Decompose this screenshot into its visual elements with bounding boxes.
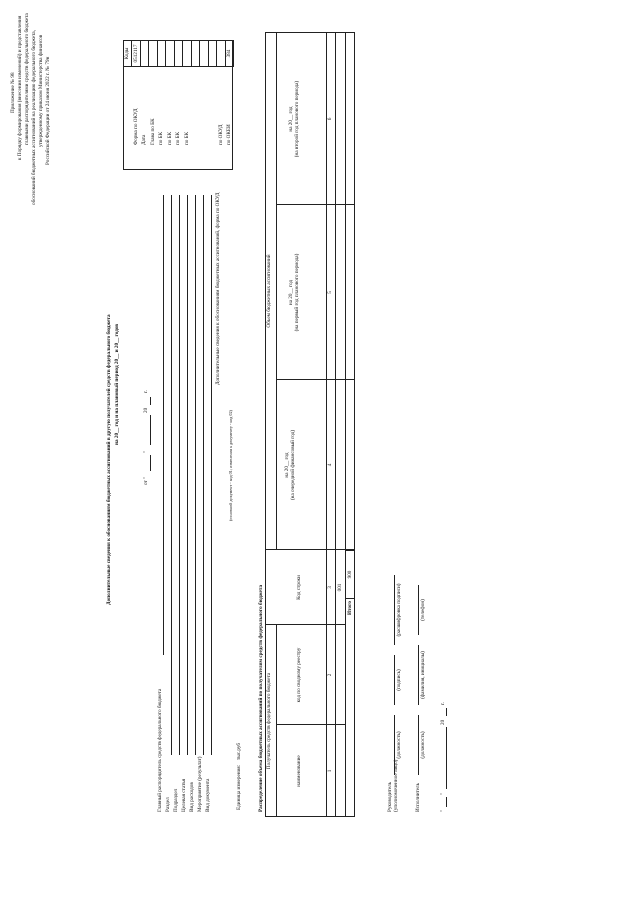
col-year2-header: на 20__ год (на первый год планового периода) [288, 253, 300, 332]
header-field-label: Подраздел [173, 788, 179, 812]
sign-date-year: 20 [440, 719, 446, 725]
header-field-label: Раздел [165, 797, 171, 812]
col-number: 3 [327, 586, 333, 589]
total-label: Итого [347, 601, 353, 615]
doc-kind-hint: (основной документ - код 01; изменения к документу - код 02) [228, 410, 233, 521]
col-code-header: код по сводному реестру [296, 647, 302, 703]
form-subtitle: на 20__ год и на плановый период 20__ и 20__ годов [114, 323, 120, 445]
appendix-line: обоснований бюджетных ассигнований на реализацию федерального бюджета, [31, 29, 37, 205]
executor-label: Исполнитель [415, 782, 421, 812]
header-field-label: Целевая статья [181, 778, 187, 812]
appendix-line: главными распорядителями средств федерального бюджета [24, 13, 30, 145]
appendix-line: к Порядку формирования (внесения изменений) и представления [17, 15, 23, 160]
col-number: 2 [327, 673, 333, 677]
total-code: 900 [347, 570, 353, 579]
executor-caption: (фамилия, инициалы) [420, 651, 426, 699]
code-row-label: по ОКЕИ [226, 124, 232, 145]
code-row-label: по БК [183, 131, 190, 145]
code-row-label: Дата [141, 134, 147, 145]
code-row-label: по БК [175, 131, 181, 145]
code-row-label: по БК [158, 131, 164, 145]
header-field-line[interactable] [171, 195, 172, 755]
appendix-line: утвержденному приказом Министерства финансов [38, 34, 44, 147]
header-field-line[interactable] [195, 195, 196, 755]
col-year1-header: на 20__ год (на очередной финансовый год) [284, 429, 296, 501]
sign-date-suffix: г. [440, 702, 446, 705]
col-number: 5 [327, 291, 333, 294]
sign-date-prefix: " [440, 809, 446, 812]
row-code-cell: 001 [337, 583, 343, 592]
unit-label: Единица измерения: [236, 764, 242, 810]
form-title: Дополнительные сведения к обоснованиям бюджетных ассигнований в другую получателей средств федерального бюджета [106, 314, 112, 605]
code-row-label: Глава по БК [149, 118, 156, 145]
code-row-label: по БК [166, 131, 173, 145]
col-number: 4 [327, 463, 333, 467]
header-field-line[interactable] [179, 195, 180, 755]
header-field-label: Вид расходов [189, 782, 195, 812]
col-number: 6 [327, 117, 333, 121]
header-field-label: Главный распорядитель средств федерального бюджета [157, 688, 163, 812]
rotated-form-page: Приложение № 98 к Порядку формирования (внесения изменений) и представления главными распорядителями средств федерального бюджета обоснований бюджетных ассигнований на реализацию федерального бюджета, утвержденному приказом Министерства финансов Российской Федерации от 24 июня 2022 г. № 79н Дополнительные сведения к обоснованиям бюджетных ассигнований в другую получателей средств федерального бюджета на 20__ год и на плановый период 20__ и 20__ годов от " " 20 г. Коды Форма по ОКУД 0512117 Дата Глава по БК по БК по БК по БК по БК по ОКУД по ОКЕИ 384 Главный распорядитель средств федерального бюджета Раздел Подраздел Целевая статья Вид расходов Мероприятие (результат) Вид документа (основной документ - код 01; изменения к документу - код 02) Дополнительные сведения к обоснованиям бюджетных ассигнований, форма по ОКУД Единица измерения: тыс.руб Распределение объема бюджетных ассигнований по получателям средств федерального бюджета Получатель средств федерального бюджета наименование код по сводному реестру Код строки Объем бюджетных ассигнований на 20__ год (на очередной финансовый год) на 20__ год (на первый год планового периода) на 20__ год (на второй год планового периода) 1 2 3 4 5 6 001 Итого 900 Руководитель (уполномоченное лицо) (должность) (подпись) (расшифровка подписи) Исполнитель (должность) (фамилия, инициалы) (телефон) " " 20 г. [0, 0, 640, 905]
code-row-value: 0512117 [132, 44, 139, 63]
additional-info-label: Дополнительные сведения к обоснованиям бюджетных ассигнований, форма по ОКУД [215, 192, 221, 385]
header-field-line[interactable] [187, 195, 188, 755]
code-row-label: Форма по ОКУД [132, 108, 139, 145]
appendix-line: Российской Федерации от 24 июня 2022 г. № 79н [45, 56, 51, 165]
col-name-header: наименование [296, 755, 302, 787]
col-year3-header: на 20__ год (на второй год планового периода) [288, 80, 300, 158]
signature-caption: (подпись) [396, 669, 402, 691]
executor-caption: (телефон) [420, 599, 426, 621]
code-row-label: по ОКУД [217, 124, 224, 145]
head-label: Руководитель (уполномоченное лицо) [387, 759, 399, 812]
executor-caption: (должность) [420, 731, 426, 759]
col-volume-header: Объем бюджетных ассигнований [266, 254, 272, 328]
col-number: 1 [327, 769, 333, 773]
codes-header: Коды [124, 47, 130, 60]
col-recipients-header: Получатель средств федерального бюджета [266, 672, 272, 770]
header-field-label: Вид документа [205, 778, 211, 812]
signature-caption: (должность) [396, 731, 402, 759]
header-field-line[interactable] [163, 195, 164, 655]
header-field-label: Мероприятие (результат) [197, 756, 203, 812]
header-field-line[interactable] [211, 195, 212, 755]
section-title: Распределение объема бюджетных ассигнований по получателям средств федерального бюджета [258, 584, 264, 812]
unit-value: тыс.руб [236, 742, 242, 760]
col-row-code-header: Код строки [296, 575, 302, 600]
header-field-line[interactable] [203, 195, 204, 755]
appendix-line: Приложение № 98 [10, 72, 16, 113]
signature-caption: (расшифровка подписи) [396, 583, 402, 637]
sign-date-mid: " [440, 792, 446, 795]
code-row-value: 384 [226, 49, 232, 58]
